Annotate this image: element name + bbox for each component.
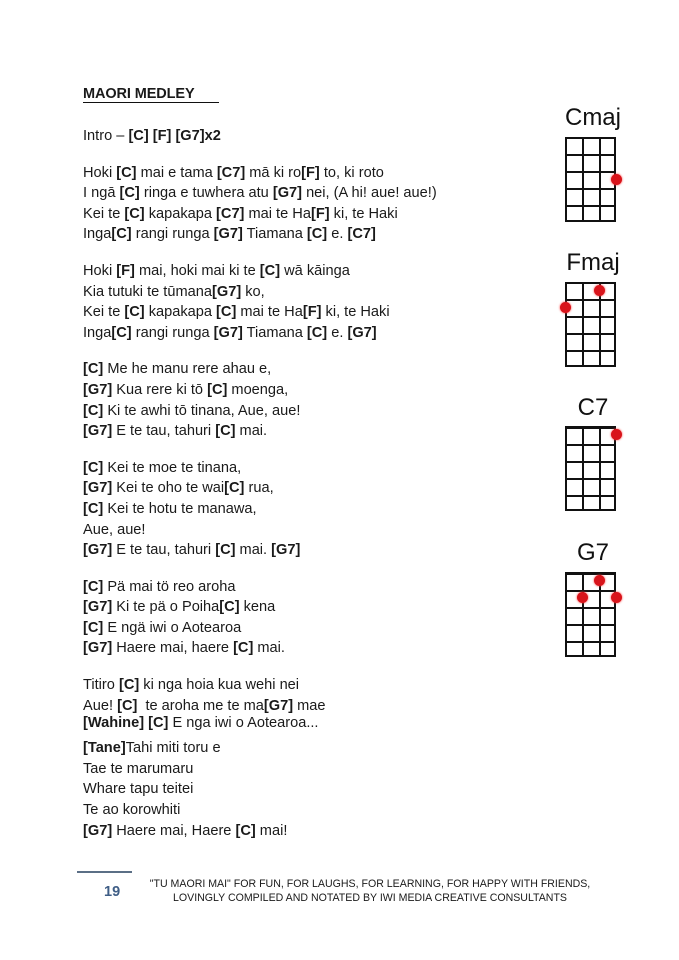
lyric-line [83, 323, 523, 344]
lyric-line [83, 478, 523, 499]
fret-line [567, 205, 614, 207]
chord-marker: [F] [116, 262, 135, 279]
chord-marker: [C7] [216, 164, 246, 181]
lyric-text: ki, te Haki [329, 205, 398, 222]
chord-marker: [C] [306, 324, 328, 341]
lyric-line [83, 520, 523, 541]
chord-marker: [F] [310, 205, 330, 222]
lyric-text: mai! [255, 822, 288, 839]
chord-marker: [C] [111, 324, 132, 341]
chord-marker: [G7] [272, 185, 303, 202]
lyric-line [83, 401, 523, 422]
song-title: MAORI MEDLEY [83, 86, 219, 103]
footer-text [140, 877, 600, 905]
chord-marker: [C] [116, 164, 137, 181]
page-number: 19 [104, 884, 121, 900]
lyric-line [83, 204, 523, 225]
chord-marker: [C] [219, 599, 240, 616]
string-line [582, 284, 584, 365]
chord-marker: [C] [F] [G7]x2 [128, 128, 221, 144]
chord-marker: [C] [83, 459, 104, 476]
finger-dot [577, 592, 588, 603]
chord-marker: [G7] [83, 640, 113, 657]
footer-line-2: LOVINGLY COMPILED AND NOTATED BY IWI MEDIA CREATIVE CONSULTANTS [173, 892, 567, 904]
stanza-gap [83, 147, 523, 163]
lyric-text: Kia tutuki te tūmana [83, 283, 212, 300]
chord-diagram-cmaj [548, 104, 638, 234]
lyric-text: Me he manu rere ahau e, [103, 361, 272, 378]
lyric-line [83, 224, 523, 245]
lyric-text: Te ao korowhiti [83, 802, 181, 819]
lyric-text: Kei te moe te tinana, [103, 459, 242, 476]
lyric-line [83, 261, 523, 282]
lyric-text: wā kāinga [280, 262, 350, 279]
chord-marker: [C7] [216, 205, 245, 222]
chord-marker: [C] [124, 304, 145, 321]
footer-divider [77, 871, 132, 873]
chord-marker: [C] [83, 578, 104, 595]
chord-marker: [C] [259, 262, 281, 279]
lyric-line [83, 696, 523, 717]
chord-marker: [G7] [213, 226, 243, 243]
lyric-line [83, 577, 523, 598]
lyric-text: Tiamana [242, 324, 307, 341]
fret-line [567, 590, 614, 592]
chord-marker: [C] [235, 822, 256, 839]
stanza-gap [83, 730, 523, 738]
chord-marker: [C] [124, 205, 145, 222]
finger-dot [560, 302, 571, 313]
lyric-text: e. [327, 324, 348, 341]
lyric-line [83, 499, 523, 520]
chord-name: G7 [576, 539, 609, 566]
string-line [582, 429, 584, 509]
chord-marker: [C] [83, 402, 104, 419]
lyric-line [83, 380, 523, 401]
lyric-text: Inga [83, 226, 112, 243]
chord-diagrams [548, 0, 648, 700]
chord-diagram-fmaj [548, 249, 638, 379]
lyric-text: rua, [244, 480, 274, 497]
lyric-text: E te tau, tahuri [112, 423, 216, 440]
lyric-text: mai. [235, 542, 272, 559]
fret-line [567, 316, 614, 318]
lyric-text: Kei te [83, 205, 125, 222]
lyric-line [83, 359, 523, 380]
lyric-text: kena [239, 599, 276, 616]
lyric-text: mai e tama [136, 164, 217, 181]
chord-marker: [G7] [263, 697, 294, 714]
fretboard-grid [565, 282, 616, 367]
lyric-text: ki nga hoia kua wehi nei [139, 677, 300, 694]
fret-line [567, 607, 614, 609]
lyric-text: mai, hoki mai ki te [134, 262, 260, 279]
chord-marker: [C] [216, 304, 237, 321]
stanza-gap [83, 442, 523, 458]
lyric-line [83, 759, 523, 780]
stanza-gap [83, 343, 523, 359]
chord-marker: [C] [118, 677, 140, 694]
lyric-text: ringa e tuwhera atu [139, 185, 273, 202]
fret-line [567, 299, 614, 301]
fret-line [567, 624, 614, 626]
lyric-text: Haere mai, Haere [112, 822, 236, 839]
lyric-line [83, 800, 523, 821]
lyric-line [83, 716, 523, 730]
lyric-line [83, 421, 523, 442]
lyric-line [83, 821, 523, 842]
lyric-text: I ngā [83, 185, 120, 202]
lyric-text: Ki te pä o Poiha [112, 599, 220, 616]
lyric-text: kapakapa [144, 304, 217, 321]
chord-marker: [C] [224, 480, 245, 497]
footer-line-1: "TU MAORI MAI" FOR FUN, FOR LAUGHS, FOR LEARNING, FOR HAPPY WITH FRIENDS, [149, 878, 591, 890]
chord-marker: [C] [207, 381, 228, 398]
lyric-text: E nga iwi o Aotearoa... [168, 715, 319, 732]
stanza-gap [83, 561, 523, 577]
lyric-line [83, 618, 523, 639]
lyric-text: mai te Ha [244, 205, 311, 222]
fret-line [567, 444, 614, 446]
lyric-text: Tiamana [242, 226, 307, 243]
lyric-text: e. [327, 226, 348, 243]
lyric-line [83, 282, 523, 303]
stanza-gap [83, 245, 523, 261]
lyric-text: ki, te Haki [321, 304, 390, 321]
lyric-text: ko, [241, 283, 265, 300]
lyric-text: moenga, [227, 381, 289, 398]
finger-dot [594, 575, 605, 586]
chord-marker: [G7] [83, 381, 113, 398]
lyric-text: E ngä iwi o Aotearoa [103, 619, 242, 636]
lyric-text: Intro – [83, 128, 129, 144]
fretboard-grid [565, 137, 616, 222]
fret-line [567, 461, 614, 463]
stanza-gap [83, 659, 523, 675]
lyric-line [83, 302, 523, 323]
chord-diagram-c7 [548, 394, 638, 524]
chord-marker: [C] [83, 361, 104, 378]
chord-marker: [G7] [213, 324, 243, 341]
lyric-text: Hoki [83, 262, 117, 279]
chord-marker: [C] [233, 640, 254, 657]
lyric-text: Tae te marumaru [83, 760, 194, 777]
fret-line [567, 478, 614, 480]
chord-marker: [C] [83, 619, 104, 636]
lyric-text: mai. [253, 640, 285, 657]
chord-marker: [G7] [271, 542, 301, 559]
lyric-text: nei, (A hi! aue! aue!) [302, 185, 437, 202]
string-line [582, 575, 584, 655]
lyric-line [83, 638, 523, 659]
fret-line [567, 154, 614, 156]
chord-marker: [G7] [83, 599, 113, 616]
lyric-text: E te tau, tahuri [112, 542, 216, 559]
chord-marker: [G7] [83, 542, 113, 559]
lyric-line [83, 675, 523, 696]
lyric-line [83, 597, 523, 618]
string-line [599, 575, 601, 655]
chord-diagram-g7 [548, 539, 638, 669]
fret-line [567, 495, 614, 497]
lyric-line [83, 163, 523, 184]
lyric-text: Ki te awhi tō tinana, Aue, aue! [103, 402, 301, 419]
lyric-text: Whare tapu teitei [83, 781, 194, 798]
chord-marker: [C] [83, 500, 104, 517]
finger-dot [611, 174, 622, 185]
chord-name: Fmaj [566, 249, 620, 276]
lyric-line [83, 183, 523, 204]
chord-marker: [C] [215, 423, 236, 440]
lyric-text: Kei te hotu te manawa, [103, 500, 257, 517]
chord-marker: [C7] [347, 226, 376, 243]
lyric-text: mai. [235, 423, 268, 440]
lyric-line [83, 738, 523, 759]
chord-marker: [Wahine] [83, 715, 145, 732]
string-line [599, 429, 601, 509]
lyric-text: Aue! [83, 697, 118, 714]
chord-marker: [C] [148, 715, 169, 732]
lyric-text: Titiro [83, 677, 119, 694]
lyric-line [83, 779, 523, 800]
fret-line [567, 641, 614, 643]
chord-marker: [C] [119, 185, 140, 202]
fretboard-grid [565, 426, 616, 511]
lyric-text: te aroha me te ma [137, 697, 264, 714]
lyric-text: mā ki ro [245, 164, 302, 181]
fretboard-grid [565, 572, 616, 657]
chord-marker: [C] [117, 697, 138, 714]
lyric-text: Hoki [83, 164, 117, 181]
chord-name: C7 [577, 394, 609, 421]
lyric-text: Inga [83, 324, 112, 341]
chord-marker: [F] [302, 304, 322, 321]
chord-marker: [G7] [83, 480, 113, 497]
lyric-text: kapakapa [144, 205, 217, 222]
string-line [599, 284, 601, 365]
lyric-text: mai te Ha [236, 304, 303, 321]
finger-dot [611, 429, 622, 440]
lyric-text: Haere mai, haere [112, 640, 234, 657]
lyric-text: Kua rere ki tō [112, 381, 208, 398]
lyric-line [83, 126, 523, 147]
chord-marker: [C] [111, 226, 132, 243]
chord-marker: [F] [301, 164, 320, 181]
lyrics-block [83, 126, 523, 841]
lyric-text: rangi runga [131, 324, 214, 341]
lyric-text: mae [293, 697, 326, 714]
lyric-text: Tahi miti toru e [125, 740, 221, 757]
lyric-text: Kei te oho te wai [112, 480, 225, 497]
finger-dot [594, 285, 605, 296]
string-line [599, 139, 601, 220]
fret-line [567, 171, 614, 173]
chord-marker: [G7] [347, 324, 377, 341]
lyric-text: rangi runga [131, 226, 214, 243]
fret-line [567, 333, 614, 335]
chord-marker: [G7] [212, 283, 242, 300]
chord-marker: [G7] [83, 822, 113, 839]
chord-marker: [G7] [83, 423, 113, 440]
chord-marker: [C] [215, 542, 236, 559]
lyric-text: Aue, aue! [83, 521, 146, 538]
lyric-text: to, ki roto [319, 164, 384, 181]
chord-marker: [C] [306, 226, 328, 243]
chord-name: Cmaj [564, 104, 621, 131]
lyric-line [83, 540, 523, 561]
fret-line [567, 350, 614, 352]
fret-line [567, 188, 614, 190]
string-line [582, 139, 584, 220]
lyric-text: Pä mai tö reo aroha [103, 578, 236, 595]
lyric-line [83, 458, 523, 479]
lyric-text: Kei te [83, 304, 125, 321]
finger-dot [611, 592, 622, 603]
chord-marker: [Tane] [83, 740, 126, 757]
